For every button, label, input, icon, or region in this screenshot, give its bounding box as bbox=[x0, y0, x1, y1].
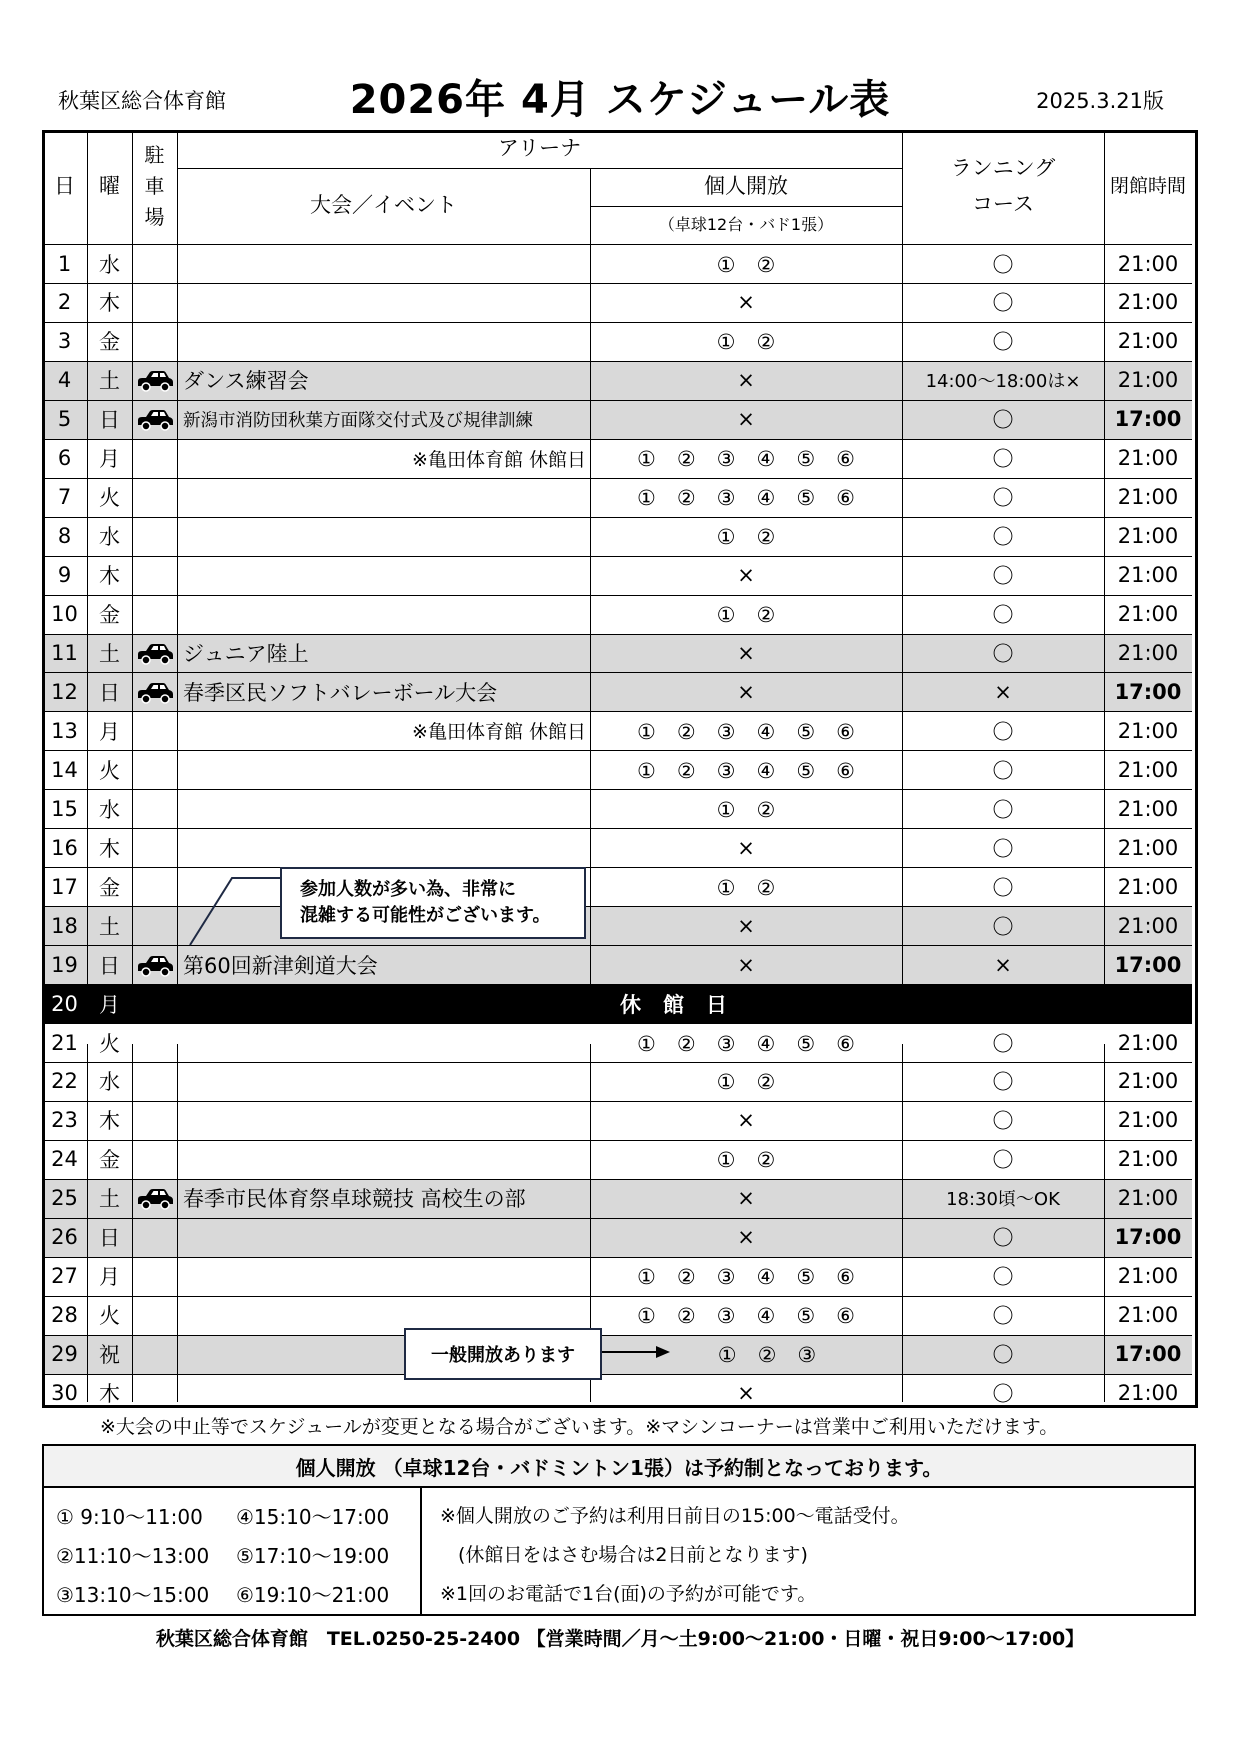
col-header-weekday: 曜 bbox=[99, 173, 120, 198]
general-open-callout-text: 一般開放あります bbox=[431, 1345, 575, 1366]
weekday: 土 bbox=[99, 1187, 120, 1212]
day-number: 10 bbox=[51, 602, 78, 627]
individual-open-slots: × bbox=[737, 913, 755, 938]
weekday: 土 bbox=[99, 914, 120, 939]
closing-time: 17:00 bbox=[1114, 1225, 1182, 1250]
day-number: 23 bbox=[51, 1108, 78, 1133]
individual-open-slots: × bbox=[737, 1108, 755, 1133]
closing-time: 21:00 bbox=[1117, 874, 1179, 899]
closing-time: 21:00 bbox=[1117, 757, 1179, 782]
closing-time: 21:00 bbox=[1117, 1108, 1179, 1133]
day-number: 21 bbox=[51, 1030, 78, 1055]
individual-open-slots: ① ② bbox=[716, 603, 776, 628]
individual-open-slots: ① ② ③ ④ ⑤ ⑥ bbox=[637, 486, 855, 511]
reservation-header: 個人開放 （卓球12台・バドミントン1張）は予約制となっております。 bbox=[44, 1446, 1194, 1488]
running-course-status: 〇 bbox=[992, 1070, 1014, 1095]
running-course-status: 〇 bbox=[992, 1343, 1014, 1368]
weekday: 月 bbox=[99, 719, 120, 744]
individual-open-slots: × bbox=[737, 952, 755, 977]
time-slot-3: ③13:10～15:00 bbox=[56, 1583, 210, 1607]
day-number: 25 bbox=[51, 1186, 78, 1211]
closing-time: 17:00 bbox=[1114, 407, 1182, 432]
col-header-running: ランニング コース bbox=[950, 155, 1056, 216]
day-number: 4 bbox=[57, 368, 72, 393]
running-course-status: 〇 bbox=[992, 1382, 1014, 1407]
individual-open-slots: × bbox=[737, 1225, 755, 1250]
day-number: 27 bbox=[51, 1264, 78, 1289]
closing-time: 21:00 bbox=[1117, 524, 1179, 549]
day-number: 7 bbox=[57, 485, 72, 510]
col-header-individual-sub: （卓球12台・バド1張） bbox=[658, 214, 834, 234]
day-number: 2 bbox=[57, 290, 72, 315]
day-number: 14 bbox=[51, 757, 78, 782]
individual-open-slots: ① ② bbox=[716, 797, 776, 822]
closing-time: 21:00 bbox=[1117, 835, 1179, 860]
individual-open-slots: × bbox=[737, 641, 755, 665]
running-course-status: 〇 bbox=[992, 875, 1014, 900]
running-course-status: 〇 bbox=[992, 642, 1014, 666]
time-slot-6: ⑥19:10～21:00 bbox=[236, 1583, 390, 1607]
closing-time: 17:00 bbox=[1114, 1342, 1182, 1367]
weekday: 火 bbox=[99, 1031, 120, 1056]
running-course-status: 〇 bbox=[992, 252, 1014, 277]
weekday: 日 bbox=[99, 408, 120, 433]
weekday: 火 bbox=[99, 758, 120, 783]
weekday: 金 bbox=[99, 603, 120, 628]
individual-open-slots: × bbox=[737, 1186, 755, 1211]
closing-time: 21:00 bbox=[1117, 796, 1179, 821]
day-number: 29 bbox=[51, 1342, 78, 1367]
individual-open-slots: × bbox=[737, 368, 755, 393]
running-course-status: 〇 bbox=[992, 797, 1014, 822]
col-header-closing: 閉館時間 bbox=[1109, 175, 1186, 198]
weekday: 祝 bbox=[99, 1343, 120, 1368]
running-course-status: 〇 bbox=[992, 447, 1014, 472]
col-header-parking: 駐 車 場 bbox=[144, 143, 165, 229]
crowding-callout bbox=[280, 867, 586, 939]
running-course-status: × bbox=[994, 679, 1012, 704]
weekday: 水 bbox=[99, 797, 120, 822]
running-course-status: 〇 bbox=[992, 758, 1014, 783]
running-course-status: 〇 bbox=[992, 1148, 1014, 1173]
weekday: 木 bbox=[99, 1382, 120, 1407]
event-name: ※亀田体育館 休館日 bbox=[412, 448, 586, 471]
weekday: 月 bbox=[99, 992, 120, 1017]
day-number: 30 bbox=[51, 1381, 78, 1406]
day-number: 26 bbox=[51, 1225, 78, 1250]
closing-time: 21:00 bbox=[1117, 1264, 1179, 1289]
individual-open-slots: ① ② bbox=[716, 1148, 776, 1173]
individual-open-slots: × bbox=[737, 407, 755, 432]
closing-time: 21:00 bbox=[1117, 1186, 1179, 1211]
closing-time: 21:00 bbox=[1117, 1147, 1179, 1172]
weekday: 木 bbox=[99, 291, 120, 316]
time-slot-2: ②11:10～13:00 bbox=[56, 1544, 210, 1568]
running-course-status: 〇 bbox=[992, 408, 1014, 433]
closing-time: 21:00 bbox=[1117, 251, 1179, 276]
page-title: 2026年 4月 スケジュール表 bbox=[349, 77, 891, 123]
day-number: 18 bbox=[51, 913, 78, 938]
weekday: 日 bbox=[99, 1226, 120, 1251]
weekday: 土 bbox=[99, 369, 120, 394]
individual-open-slots: ① ② ③ ④ ⑤ ⑥ bbox=[637, 1031, 855, 1056]
individual-open-slots: × bbox=[737, 835, 755, 860]
individual-open-slots: ① ② ③ ④ ⑤ ⑥ bbox=[637, 1265, 855, 1290]
individual-open-slots: ① ② ③ ④ ⑤ ⑥ bbox=[637, 719, 855, 744]
weekday: 木 bbox=[99, 836, 120, 861]
event-name: ダンス練習会 bbox=[183, 369, 309, 394]
running-course-status: 〇 bbox=[992, 525, 1014, 550]
day-number: 19 bbox=[51, 952, 78, 977]
day-number: 3 bbox=[57, 329, 72, 354]
closing-time: 17:00 bbox=[1114, 679, 1182, 704]
running-course-status: 〇 bbox=[992, 564, 1014, 589]
closing-time: 21:00 bbox=[1117, 641, 1179, 665]
weekday: 水 bbox=[99, 1070, 120, 1095]
day-number: 22 bbox=[51, 1069, 78, 1094]
running-course-status: 〇 bbox=[992, 914, 1014, 939]
weekday: 火 bbox=[99, 1304, 120, 1329]
weekday: 月 bbox=[99, 1265, 120, 1290]
running-course-status: 〇 bbox=[992, 486, 1014, 511]
closing-time: 21:00 bbox=[1117, 1381, 1179, 1406]
event-name: ジュニア陸上 bbox=[183, 642, 309, 666]
weekday: 月 bbox=[99, 447, 120, 472]
individual-open-slots: ① ② ③ bbox=[675, 1343, 817, 1368]
closing-time: 17:00 bbox=[1114, 952, 1182, 977]
individual-open-slots: ① ② bbox=[716, 525, 776, 550]
closing-time: 21:00 bbox=[1117, 1303, 1179, 1328]
weekday: 日 bbox=[99, 953, 120, 978]
col-header-arena: アリーナ bbox=[497, 136, 582, 161]
closing-time: 21:00 bbox=[1117, 290, 1179, 315]
closing-time: 21:00 bbox=[1117, 913, 1179, 938]
weekday: 金 bbox=[99, 875, 120, 900]
day-number: 17 bbox=[51, 874, 78, 899]
individual-open-slots: ① ② ③ ④ ⑤ ⑥ bbox=[637, 447, 855, 472]
day-number: 8 bbox=[57, 524, 72, 549]
reservation-note-2: (休館日をはさむ場合は2日前となります) bbox=[458, 1544, 808, 1566]
general-open-callout bbox=[404, 1328, 602, 1380]
day-number: 1 bbox=[57, 251, 72, 276]
time-slot-1: ① 9:10～11:00 bbox=[56, 1505, 203, 1529]
weekday: 金 bbox=[99, 1148, 120, 1173]
day-number: 20 bbox=[51, 991, 78, 1016]
running-course-status: 〇 bbox=[992, 291, 1014, 316]
day-number: 24 bbox=[51, 1147, 78, 1172]
running-course-status: 〇 bbox=[992, 1265, 1014, 1290]
closing-time: 21:00 bbox=[1117, 563, 1179, 588]
running-course-status: 〇 bbox=[992, 719, 1014, 744]
day-number: 12 bbox=[51, 679, 78, 704]
running-course-status: 〇 bbox=[992, 836, 1014, 861]
individual-open-slots: ① ② ③ ④ ⑤ ⑥ bbox=[637, 758, 855, 783]
reservation-note-3: ※1回のお電話で1台(面)の予約が可能です。 bbox=[440, 1583, 817, 1605]
weekday: 木 bbox=[99, 564, 120, 589]
col-header-event: 大会／イベント bbox=[310, 192, 457, 217]
individual-open-slots: ① ② bbox=[716, 875, 776, 900]
running-course-status: 〇 bbox=[992, 330, 1014, 355]
running-course-status: 〇 bbox=[992, 1226, 1014, 1251]
event-name: 新潟市消防団秋葉方面隊交付式及び規律訓練 bbox=[183, 410, 533, 431]
day-number: 13 bbox=[51, 718, 78, 743]
running-course-status: 〇 bbox=[992, 1109, 1014, 1134]
day-number: 16 bbox=[51, 835, 78, 860]
running-course-status: 14:00～18:00は× bbox=[925, 371, 1081, 393]
individual-open-slots: ① ② bbox=[716, 330, 776, 355]
closing-time: 21:00 bbox=[1117, 602, 1179, 627]
closing-time: 21:00 bbox=[1117, 1030, 1179, 1055]
col-header-individual: 個人開放 bbox=[704, 174, 788, 199]
running-course-status: 〇 bbox=[992, 1031, 1014, 1056]
individual-open-slots: ① ② bbox=[716, 1070, 776, 1095]
version-label: 2025.3.21版 bbox=[1036, 89, 1164, 113]
day-number: 28 bbox=[51, 1303, 78, 1328]
closing-time: 21:00 bbox=[1117, 1069, 1179, 1094]
running-course-status: 18:30頃～OK bbox=[946, 1189, 1060, 1211]
weekday: 日 bbox=[99, 680, 120, 705]
event-name: 春季市民体育祭卓球競技 高校生の部 bbox=[183, 1187, 526, 1212]
day-number: 15 bbox=[51, 796, 78, 821]
running-course-status: × bbox=[994, 952, 1012, 977]
running-course-status: 〇 bbox=[992, 1304, 1014, 1329]
weekday: 水 bbox=[99, 252, 120, 277]
crowding-callout-text: 参加人数が多い為、非常に 混雑する可能性がございます。 bbox=[300, 878, 551, 926]
time-slot-4: ④15:10～17:00 bbox=[236, 1505, 390, 1529]
col-header-day: 日 bbox=[54, 173, 75, 198]
closing-time: 21:00 bbox=[1117, 446, 1179, 471]
individual-open-slots: × bbox=[737, 290, 755, 315]
facility-name: 秋葉区総合体育館 bbox=[58, 89, 226, 113]
individual-open-slots: × bbox=[737, 563, 755, 588]
weekday: 水 bbox=[99, 525, 120, 550]
individual-open-slots: × bbox=[737, 679, 755, 704]
closing-time: 21:00 bbox=[1117, 485, 1179, 510]
closing-time: 21:00 bbox=[1117, 368, 1179, 393]
event-name: ※亀田体育館 休館日 bbox=[412, 721, 586, 744]
closing-time: 21:00 bbox=[1117, 329, 1179, 354]
reservation-box bbox=[42, 1444, 1196, 1616]
footnote: ※大会の中止等でスケジュールが変更となる場合がございます。※マシンコーナーは営業中ご利用いただけます。 bbox=[100, 1416, 1059, 1438]
individual-open-slots: ① ② bbox=[716, 252, 776, 277]
event-name: 第60回新津剣道大会 bbox=[183, 953, 378, 978]
closing-time: 21:00 bbox=[1117, 718, 1179, 743]
weekday: 木 bbox=[99, 1109, 120, 1134]
time-slot-5: ⑤17:10～19:00 bbox=[236, 1544, 390, 1568]
footer-contact: 秋葉区総合体育館 TEL.0250-25-2400 【営業時間／月～土9:00～21:00・日曜・祝日9:00～17:00】 bbox=[155, 1628, 1085, 1650]
closed-day-label: 休館日 bbox=[620, 992, 749, 1017]
day-number: 11 bbox=[51, 641, 78, 665]
reservation-note-1: ※個人開放のご予約は利用日前日の15:00～電話受付。 bbox=[440, 1505, 910, 1527]
individual-open-slots: ① ② ③ ④ ⑤ ⑥ bbox=[637, 1304, 855, 1329]
weekday: 土 bbox=[99, 642, 120, 666]
event-name: 春季区民ソフトバレーボール大会 bbox=[183, 680, 498, 705]
day-number: 5 bbox=[57, 407, 72, 432]
individual-open-slots: × bbox=[737, 1381, 755, 1406]
weekday: 金 bbox=[99, 330, 120, 355]
running-course-status: 〇 bbox=[992, 603, 1014, 628]
weekday: 火 bbox=[99, 486, 120, 511]
day-number: 6 bbox=[57, 446, 72, 471]
day-number: 9 bbox=[57, 563, 72, 588]
